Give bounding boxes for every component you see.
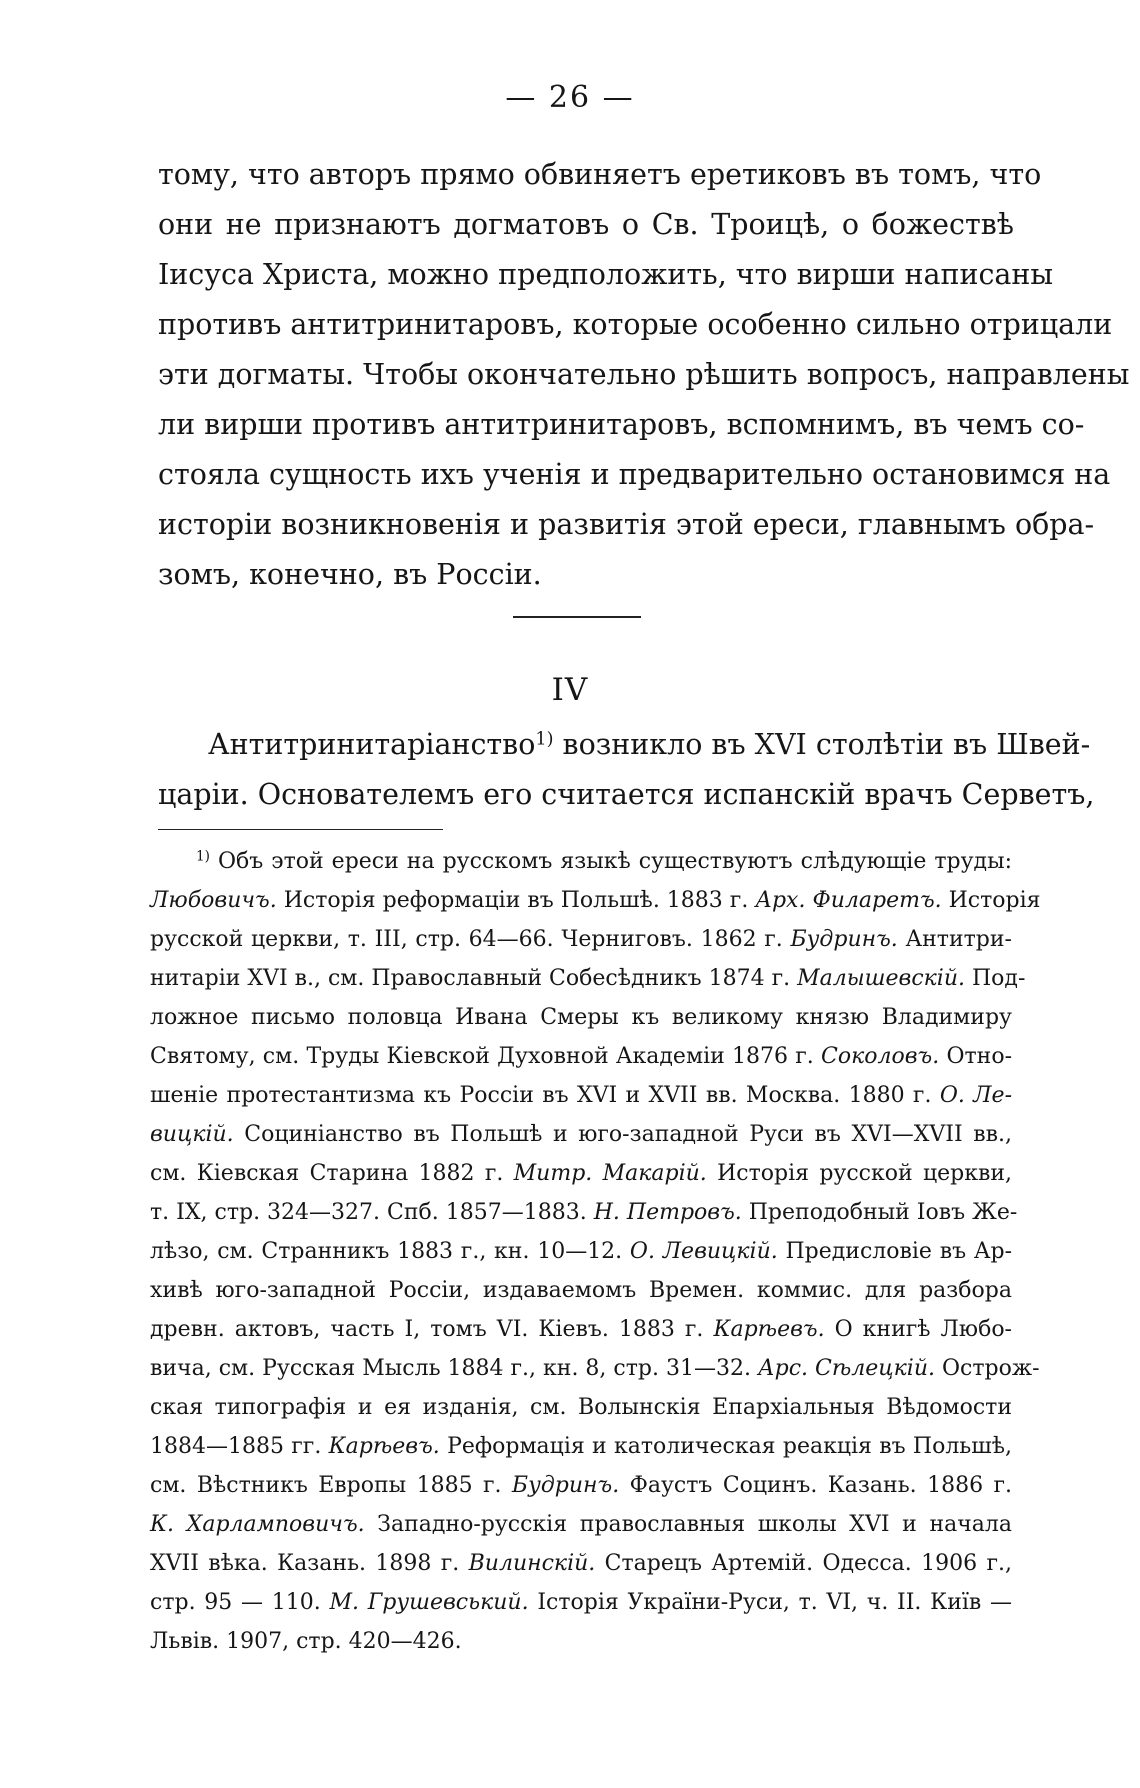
text-run: русской церкви, т. III, стр. 64—66. Черниговъ. 1862 г.	[150, 927, 791, 952]
text-run: Львів. 1907, стр. 420—426.	[150, 1629, 462, 1654]
footnote-line	[150, 998, 1012, 1037]
text-run: см. Кіевская Старина 1882 г.	[150, 1161, 514, 1186]
text-run: Фаустъ Социнъ. Казань. 1886 г.	[619, 1473, 1012, 1498]
text-run: Реформація и католическая реакція въ Польшѣ,	[439, 1434, 1012, 1459]
text-line: царіи. Основателемъ его считается испанскій врачъ Серветъ,	[158, 778, 1095, 811]
text-run: шеніе протестантизма къ Россіи въ XVI и XVII вв. Москва. 1880 г.	[150, 1083, 940, 1108]
footnote-line	[150, 1310, 1012, 1349]
text-line: стояла сущность ихъ ученія и предварительно остановимся на	[158, 458, 1111, 491]
page-number: — 26 —	[505, 80, 635, 115]
text-line: Іисуса Христа, можно предположить, что вирши написаны	[158, 258, 1054, 291]
text-line: зомъ, конечно, въ Россіи.	[158, 558, 542, 591]
section-heading: IV	[551, 672, 589, 708]
text-run: вича, см. Русская Мысль 1884 г., кн. 8, стр. 31—32.	[150, 1356, 758, 1381]
text-line: тому, что авторъ прямо обвиняетъ еретиковъ въ томъ, что	[158, 158, 1042, 191]
text-run: Антитринитаріанство	[208, 728, 536, 761]
citation-author: Карѣевъ.	[328, 1434, 440, 1459]
footnote-line	[150, 1622, 1012, 1661]
text-run: см. Вѣстникъ Европы 1885 г.	[150, 1473, 512, 1498]
footnote-separator	[158, 829, 443, 830]
footnote-line	[150, 1427, 1012, 1466]
text-run: ская типографія и ея изданія, см. Волынскія Епархіальныя Вѣдомости	[150, 1395, 1012, 1420]
footnote-line	[150, 1388, 1012, 1427]
text-run: Исторія русской церкви,	[706, 1161, 1012, 1186]
text-run: ложное письмо половца Ивана Смеры къ великому князю Владимиру	[150, 1005, 1012, 1030]
text-run: 1884—1885 гг.	[150, 1434, 329, 1459]
text-run: т. IX, стр. 324—327. Спб. 1857—1883.	[150, 1200, 594, 1225]
text-run: Социніанство въ Польшѣ и юго-западной Руси въ XVI—XVII вв.,	[233, 1122, 1012, 1147]
text-run: древн. актовъ, часть I, томъ VI. Кіевъ. 1883 г.	[150, 1317, 714, 1342]
text-run: нитаріи XVI в., см. Православный Собесѣдникъ 1874 г.	[150, 966, 798, 991]
text-run: Преподобный Іовъ Же-	[741, 1200, 1018, 1225]
text-run: Отно-	[939, 1044, 1012, 1069]
text-run: Под-	[964, 966, 1026, 991]
text-run: Объ этой ереси на русскомъ языкѣ существуютъ слѣдующіе труды:	[218, 849, 1013, 874]
text-run: О книгѣ Любо-	[824, 1317, 1012, 1342]
text-run: Старецъ Артемій. Одесса. 1906 г.,	[595, 1551, 1012, 1576]
citation-author: К. Харламповичъ.	[150, 1512, 365, 1537]
section-divider	[513, 616, 641, 618]
footnote-line	[150, 1154, 1012, 1193]
paragraph	[158, 150, 1130, 600]
text-run: Исторія реформаціи въ Польшѣ. 1883 г.	[276, 888, 756, 913]
text-run: Западно-русскія православныя школы XVI и начала	[364, 1512, 1013, 1537]
citation-author: Митр. Макарій.	[513, 1161, 707, 1186]
footnote-line	[150, 1271, 1012, 1310]
citation-author: О. Левицкій.	[629, 1239, 778, 1264]
footnote-line	[150, 1193, 1018, 1232]
footnote-line	[150, 920, 1012, 959]
footnote-line	[150, 1232, 1012, 1271]
footnote-line	[150, 1115, 1012, 1154]
citation-author: Арх. Филаретъ.	[755, 888, 942, 913]
text-run: Історія України-Руси, т. VI, ч. II. Київ —	[528, 1590, 1013, 1615]
text-run: Острож-	[934, 1356, 1040, 1381]
footnote-reference[interactable]: 1)	[535, 729, 554, 750]
footnote-line	[150, 959, 1026, 998]
footnote-marker: 1)	[196, 848, 210, 865]
citation-author: М. Грушевський.	[329, 1590, 529, 1615]
text-line: противъ антитринитаровъ, которые особенно сильно отрицали	[158, 308, 1113, 341]
citation-author: Вилинскій.	[468, 1551, 596, 1576]
citation-author: Арс. Сѣлецкій.	[757, 1356, 935, 1381]
text-run: хивѣ юго-западной Россіи, издаваемомъ Времен. коммис. для разбора	[150, 1278, 1012, 1303]
footnote-line	[150, 1505, 1012, 1544]
footnote-line	[150, 1349, 1040, 1388]
footnote-line	[150, 881, 1041, 920]
citation-author: Будринъ.	[790, 927, 898, 952]
footnote-line	[150, 1037, 1012, 1076]
text-run: XVII вѣка. Казань. 1898 г.	[150, 1551, 469, 1576]
text-run: Антитри-	[897, 927, 1012, 952]
footnote-line	[150, 1466, 1012, 1505]
citation-author: Любовичъ.	[150, 888, 277, 913]
text-line: они не признаютъ догматовъ о Св. Троицѣ, о божествѣ	[158, 208, 1014, 241]
footnote	[150, 842, 1041, 1661]
text-run: Предисловіе въ Ар-	[777, 1239, 1012, 1264]
text-run: лѣзо, см. Странникъ 1883 г., кн. 10—12.	[150, 1239, 630, 1264]
citation-author: Соколовъ.	[821, 1044, 940, 1069]
footnote-line	[150, 842, 1012, 881]
text-run: Исторія	[941, 888, 1041, 913]
citation-author: Карѣевъ.	[713, 1317, 825, 1342]
text-line: исторіи возникновенія и развитія этой ереси, главнымъ обра-	[158, 508, 1095, 541]
section-paragraph	[158, 720, 1095, 820]
text-line: эти догматы. Чтобы окончательно рѣшить вопросъ, направлены	[158, 358, 1130, 391]
footnote-line	[150, 1544, 1012, 1583]
text-run: возникло въ XVI столѣтіи въ Швей-	[553, 728, 1091, 761]
citation-author: О. Ле-	[939, 1083, 1012, 1108]
text-run: Святому, см. Труды Кіевской Духовной Академіи 1876 г.	[150, 1044, 822, 1069]
citation-author: Будринъ.	[511, 1473, 620, 1498]
text-line	[158, 720, 1091, 770]
footnote-line	[150, 1583, 1012, 1622]
text-run: стр. 95 — 110.	[150, 1590, 330, 1615]
text-line: ли вирши противъ антитринитаровъ, вспомнимъ, въ чемъ со-	[158, 408, 1085, 441]
citation-author: вицкій.	[150, 1122, 234, 1147]
footnote-line	[150, 1076, 1012, 1115]
citation-author: Малышевскій.	[797, 966, 965, 991]
citation-author: Н. Петровъ.	[593, 1200, 742, 1225]
